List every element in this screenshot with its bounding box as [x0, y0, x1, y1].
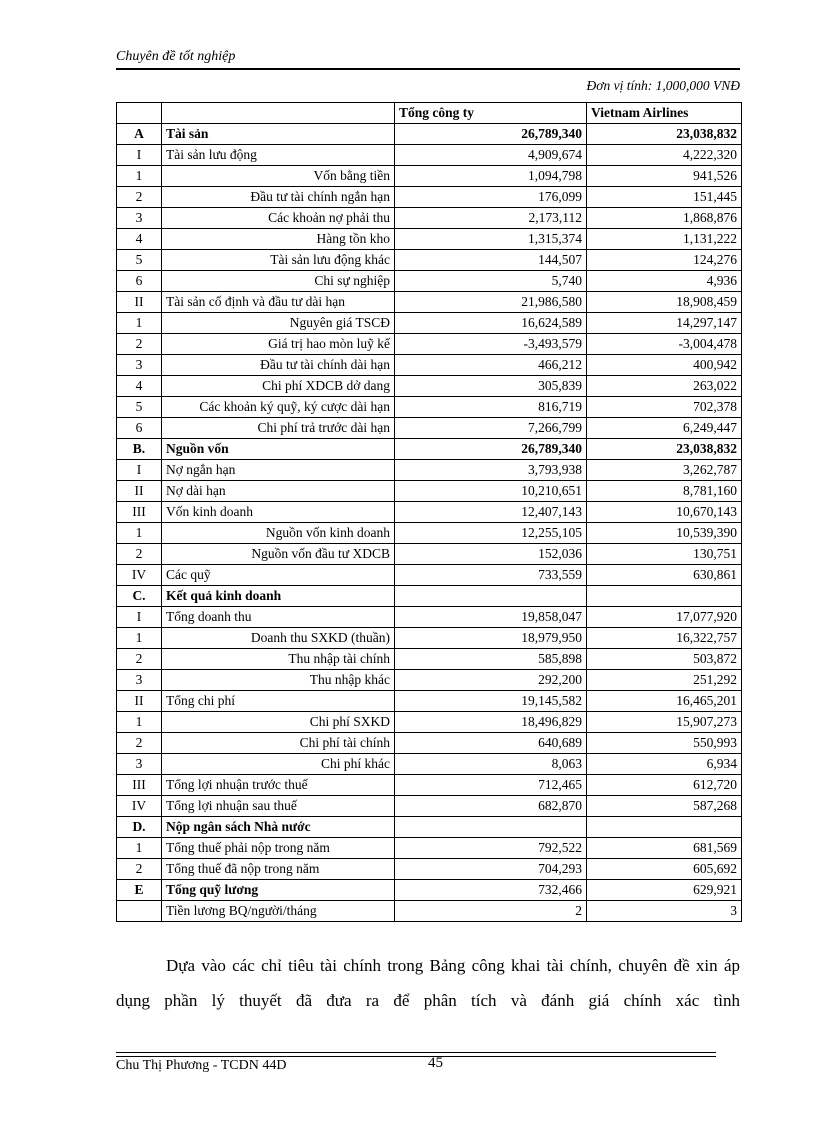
value-vietnam-airlines: 941,526 — [587, 166, 742, 187]
value-tong-cong-ty: 10,210,651 — [395, 481, 587, 502]
row-label: Nguồn vốn — [162, 439, 395, 460]
value-vietnam-airlines: 124,276 — [587, 250, 742, 271]
table-row — [117, 712, 742, 733]
value-vietnam-airlines: 10,539,390 — [587, 523, 742, 544]
row-index: 1 — [117, 628, 162, 649]
value-vietnam-airlines: 681,569 — [587, 838, 742, 859]
row-label: Hàng tồn kho — [162, 229, 395, 250]
row-index: IV — [117, 565, 162, 586]
table-row — [117, 775, 742, 796]
value-tong-cong-ty: 2 — [395, 901, 587, 922]
row-label: Các quỹ — [162, 565, 395, 586]
table-row — [117, 208, 742, 229]
table-row — [117, 838, 742, 859]
body-paragraph — [116, 948, 740, 1018]
value-tong-cong-ty — [395, 586, 587, 607]
header-cell-label — [162, 103, 395, 124]
value-tong-cong-ty: 19,145,582 — [395, 691, 587, 712]
value-vietnam-airlines: 16,322,757 — [587, 628, 742, 649]
value-vietnam-airlines: 6,934 — [587, 754, 742, 775]
row-index: II — [117, 292, 162, 313]
table-row — [117, 859, 742, 880]
row-label: Tổng lợi nhuận trước thuế — [162, 775, 395, 796]
table-row — [117, 523, 742, 544]
unit-note: Đơn vị tính: 1,000,000 VNĐ — [586, 78, 740, 93]
table-row — [117, 544, 742, 565]
row-label: Đầu tư tài chính dài hạn — [162, 355, 395, 376]
header-cell-index — [117, 103, 162, 124]
row-index: A — [117, 124, 162, 145]
running-header-title: Chuyên đề tốt nghiệp — [116, 49, 236, 64]
value-vietnam-airlines: 3 — [587, 901, 742, 922]
row-label: Thu nhập khác — [162, 670, 395, 691]
table-header-row — [117, 103, 742, 124]
value-tong-cong-ty: 152,036 — [395, 544, 587, 565]
row-index: 1 — [117, 838, 162, 859]
row-index: 2 — [117, 334, 162, 355]
table-row — [117, 124, 742, 145]
table-row — [117, 439, 742, 460]
value-tong-cong-ty: 176,099 — [395, 187, 587, 208]
value-vietnam-airlines: 1,868,876 — [587, 208, 742, 229]
row-label: Đầu tư tài chính ngắn hạn — [162, 187, 395, 208]
value-tong-cong-ty: 732,466 — [395, 880, 587, 901]
financial-table — [116, 102, 742, 922]
footer-author: Chu Thị Phương - TCDN 44D — [116, 1058, 287, 1073]
value-vietnam-airlines: 4,936 — [587, 271, 742, 292]
row-label: Tổng chi phí — [162, 691, 395, 712]
header-rule — [116, 68, 740, 70]
row-label: Vốn kinh doanh — [162, 502, 395, 523]
value-vietnam-airlines — [587, 817, 742, 838]
header-cell-vietnam-airlines: Vietnam Airlines — [587, 103, 742, 124]
row-label: Tài sản lưu động khác — [162, 250, 395, 271]
row-label: Nợ dài hạn — [162, 481, 395, 502]
value-vietnam-airlines: 6,249,447 — [587, 418, 742, 439]
row-index — [117, 901, 162, 922]
footer-rule — [116, 1052, 716, 1057]
row-label: Tổng quỹ lương — [162, 880, 395, 901]
table-row — [117, 691, 742, 712]
value-tong-cong-ty: 704,293 — [395, 859, 587, 880]
value-vietnam-airlines: 18,908,459 — [587, 292, 742, 313]
row-index: 3 — [117, 208, 162, 229]
value-tong-cong-ty: 21,986,580 — [395, 292, 587, 313]
value-tong-cong-ty: 3,793,938 — [395, 460, 587, 481]
table-row — [117, 187, 742, 208]
value-tong-cong-ty: 292,200 — [395, 670, 587, 691]
value-tong-cong-ty: 8,063 — [395, 754, 587, 775]
value-vietnam-airlines: 151,445 — [587, 187, 742, 208]
value-tong-cong-ty: 144,507 — [395, 250, 587, 271]
value-tong-cong-ty: 640,689 — [395, 733, 587, 754]
row-label: Tổng thuế phải nộp trong năm — [162, 838, 395, 859]
value-vietnam-airlines: 17,077,920 — [587, 607, 742, 628]
value-vietnam-airlines: 400,942 — [587, 355, 742, 376]
value-vietnam-airlines: 8,781,160 — [587, 481, 742, 502]
value-vietnam-airlines: 587,268 — [587, 796, 742, 817]
value-tong-cong-ty: 7,266,799 — [395, 418, 587, 439]
row-label: Kết quả kinh doanh — [162, 586, 395, 607]
row-index: 2 — [117, 544, 162, 565]
row-index: I — [117, 460, 162, 481]
header-cell-tong-cong-ty: Tổng công ty — [395, 103, 587, 124]
row-label: Chi phí trả trước dài hạn — [162, 418, 395, 439]
value-tong-cong-ty: 26,789,340 — [395, 124, 587, 145]
page-number: 45 — [428, 1055, 443, 1071]
row-index: 5 — [117, 397, 162, 418]
row-label: Tài sản cố định và đầu tư dài hạn — [162, 292, 395, 313]
row-index: II — [117, 481, 162, 502]
row-index: 1 — [117, 166, 162, 187]
row-label: Tiền lương BQ/người/tháng — [162, 901, 395, 922]
row-index: I — [117, 607, 162, 628]
paragraph-text: Dựa vào các chỉ tiêu tài chính trong Bảng công khai tài chính, chuyên đề xin áp dụng phần lý thuyết đã đưa ra để phân tích và đánh giá chính xác tình — [116, 956, 740, 1010]
value-tong-cong-ty: 26,789,340 — [395, 439, 587, 460]
value-tong-cong-ty: 305,839 — [395, 376, 587, 397]
row-index: 3 — [117, 754, 162, 775]
value-tong-cong-ty: 712,465 — [395, 775, 587, 796]
table-row — [117, 628, 742, 649]
row-label: Thu nhập tài chính — [162, 649, 395, 670]
value-vietnam-airlines: 4,222,320 — [587, 145, 742, 166]
table-row — [117, 166, 742, 187]
value-vietnam-airlines: 630,861 — [587, 565, 742, 586]
table-row — [117, 460, 742, 481]
row-label: Chi sự nghiệp — [162, 271, 395, 292]
row-label: Nợ ngắn hạn — [162, 460, 395, 481]
table-row — [117, 229, 742, 250]
row-label: Chi phí XDCB dở dang — [162, 376, 395, 397]
value-vietnam-airlines: 14,297,147 — [587, 313, 742, 334]
table-row — [117, 565, 742, 586]
row-label: Chi phí khác — [162, 754, 395, 775]
table-row — [117, 481, 742, 502]
row-label: Nguyên giá TSCĐ — [162, 313, 395, 334]
row-index: 4 — [117, 376, 162, 397]
table-row — [117, 733, 742, 754]
row-index: 2 — [117, 649, 162, 670]
value-tong-cong-ty: 466,212 — [395, 355, 587, 376]
row-index: III — [117, 775, 162, 796]
table-row — [117, 145, 742, 166]
value-vietnam-airlines: 605,692 — [587, 859, 742, 880]
row-index: IV — [117, 796, 162, 817]
table-row — [117, 817, 742, 838]
value-vietnam-airlines: 702,378 — [587, 397, 742, 418]
row-label: Chi phí SXKD — [162, 712, 395, 733]
value-tong-cong-ty: 12,407,143 — [395, 502, 587, 523]
table-row — [117, 586, 742, 607]
value-vietnam-airlines: 263,022 — [587, 376, 742, 397]
value-tong-cong-ty: -3,493,579 — [395, 334, 587, 355]
table-row — [117, 649, 742, 670]
row-index: 1 — [117, 712, 162, 733]
table-row — [117, 754, 742, 775]
value-vietnam-airlines: 23,038,832 — [587, 124, 742, 145]
row-index: 2 — [117, 187, 162, 208]
row-index: 4 — [117, 229, 162, 250]
value-vietnam-airlines: 130,751 — [587, 544, 742, 565]
value-tong-cong-ty: 5,740 — [395, 271, 587, 292]
row-index: II — [117, 691, 162, 712]
table-row — [117, 250, 742, 271]
row-index: B. — [117, 439, 162, 460]
value-vietnam-airlines: 612,720 — [587, 775, 742, 796]
row-index: 5 — [117, 250, 162, 271]
value-vietnam-airlines: 15,907,273 — [587, 712, 742, 733]
value-tong-cong-ty: 2,173,112 — [395, 208, 587, 229]
value-tong-cong-ty: 816,719 — [395, 397, 587, 418]
value-tong-cong-ty: 4,909,674 — [395, 145, 587, 166]
value-tong-cong-ty: 1,315,374 — [395, 229, 587, 250]
row-label: Nộp ngân sách Nhà nước — [162, 817, 395, 838]
value-tong-cong-ty: 1,094,798 — [395, 166, 587, 187]
row-index: D. — [117, 817, 162, 838]
value-vietnam-airlines: -3,004,478 — [587, 334, 742, 355]
table-row — [117, 880, 742, 901]
row-label: Doanh thu SXKD (thuần) — [162, 628, 395, 649]
value-vietnam-airlines: 16,465,201 — [587, 691, 742, 712]
table-row — [117, 502, 742, 523]
value-tong-cong-ty: 18,496,829 — [395, 712, 587, 733]
row-index: 6 — [117, 271, 162, 292]
value-tong-cong-ty — [395, 817, 587, 838]
row-label: Vốn bằng tiền — [162, 166, 395, 187]
value-tong-cong-ty: 792,522 — [395, 838, 587, 859]
table-row — [117, 901, 742, 922]
table-row — [117, 313, 742, 334]
value-vietnam-airlines: 1,131,222 — [587, 229, 742, 250]
value-vietnam-airlines: 550,993 — [587, 733, 742, 754]
value-vietnam-airlines — [587, 586, 742, 607]
row-index: 2 — [117, 733, 162, 754]
row-label: Tài sản lưu động — [162, 145, 395, 166]
row-label: Các khoản nợ phải thu — [162, 208, 395, 229]
row-index: 2 — [117, 859, 162, 880]
table-row — [117, 796, 742, 817]
table-row — [117, 292, 742, 313]
row-index: I — [117, 145, 162, 166]
value-tong-cong-ty: 19,858,047 — [395, 607, 587, 628]
row-label: Nguồn vốn kinh doanh — [162, 523, 395, 544]
value-vietnam-airlines: 23,038,832 — [587, 439, 742, 460]
value-vietnam-airlines: 503,872 — [587, 649, 742, 670]
row-label: Giá trị hao mòn luỹ kế — [162, 334, 395, 355]
table-row — [117, 607, 742, 628]
row-index: 1 — [117, 313, 162, 334]
row-label: Tổng thuế đã nộp trong năm — [162, 859, 395, 880]
row-index: E — [117, 880, 162, 901]
value-vietnam-airlines: 10,670,143 — [587, 502, 742, 523]
row-label: Tổng lợi nhuận sau thuế — [162, 796, 395, 817]
value-vietnam-airlines: 3,262,787 — [587, 460, 742, 481]
row-label: Chi phí tài chính — [162, 733, 395, 754]
row-label: Tổng doanh thu — [162, 607, 395, 628]
value-tong-cong-ty: 18,979,950 — [395, 628, 587, 649]
table-row — [117, 334, 742, 355]
row-label: Các khoản ký quỹ, ký cược dài hạn — [162, 397, 395, 418]
value-tong-cong-ty: 12,255,105 — [395, 523, 587, 544]
value-vietnam-airlines: 629,921 — [587, 880, 742, 901]
row-index: C. — [117, 586, 162, 607]
row-index: 3 — [117, 355, 162, 376]
value-tong-cong-ty: 733,559 — [395, 565, 587, 586]
row-label: Tài sản — [162, 124, 395, 145]
table-row — [117, 355, 742, 376]
table-row — [117, 376, 742, 397]
value-tong-cong-ty: 682,870 — [395, 796, 587, 817]
table-row — [117, 397, 742, 418]
value-tong-cong-ty: 16,624,589 — [395, 313, 587, 334]
row-index: 3 — [117, 670, 162, 691]
row-index: 6 — [117, 418, 162, 439]
table-row — [117, 271, 742, 292]
row-label: Nguồn vốn đầu tư XDCB — [162, 544, 395, 565]
value-tong-cong-ty: 585,898 — [395, 649, 587, 670]
row-index: 1 — [117, 523, 162, 544]
value-vietnam-airlines: 251,292 — [587, 670, 742, 691]
table-row — [117, 418, 742, 439]
table-row — [117, 670, 742, 691]
row-index: III — [117, 502, 162, 523]
